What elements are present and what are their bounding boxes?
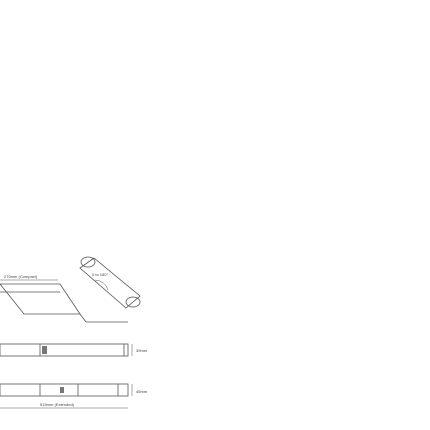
extended-length-label: 515mm (Extended) [40,402,75,407]
compact-unit-drawing [0,257,140,322]
height-label: 39mm [136,348,148,353]
compact-length-label: 270mm (Compact) [4,274,38,279]
angle-label: 0 to 180° [92,272,109,277]
product-dimension-drawings [0,240,200,430]
width-label: 45mm [136,389,148,394]
side-view-drawing [0,344,132,356]
